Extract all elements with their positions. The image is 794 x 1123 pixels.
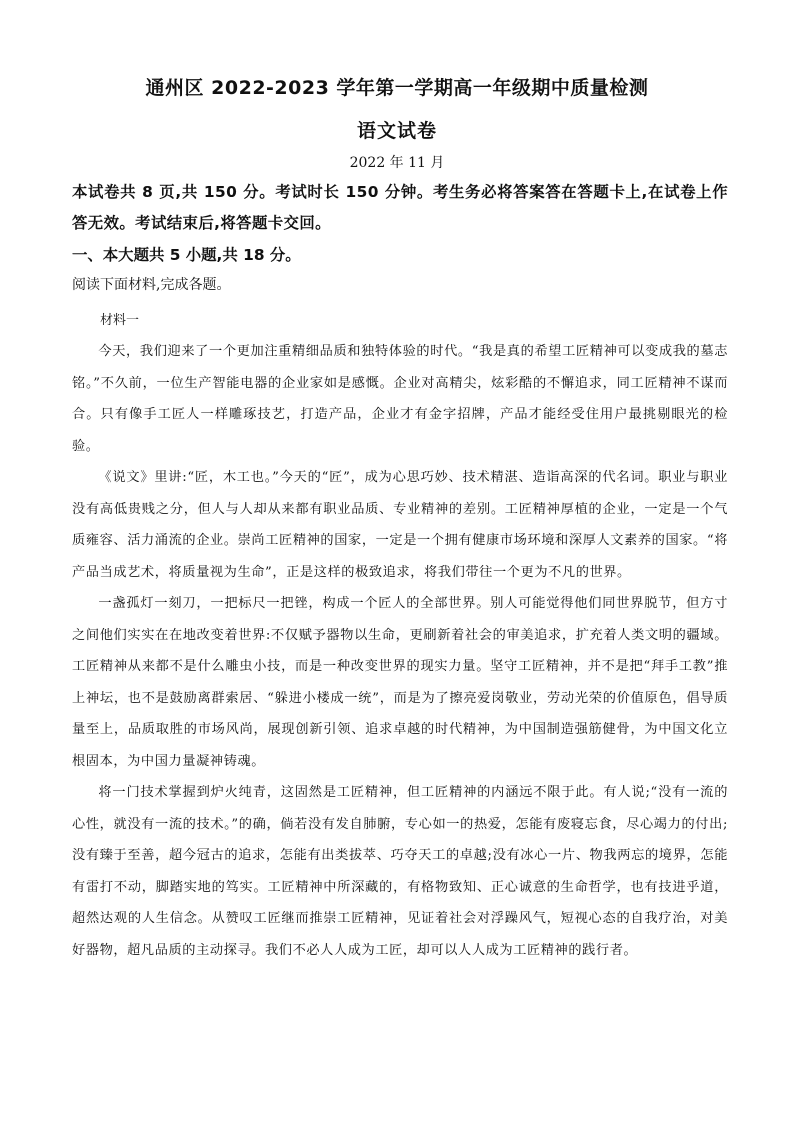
exam-title: 通州区 2022-2023 学年第一学期高一年级期中质量检测 xyxy=(145,77,649,99)
exam-subtitle: 语文试卷 xyxy=(356,120,437,142)
exam-instructions: 本试卷共 8 页,共 150 分。考试时长 150 分钟。考生务必将答案答在答题卡上,在试卷上作答无效。考试结束后,将答题卡交回。 xyxy=(72,183,728,232)
exam-date: 2022 年 11 月 xyxy=(349,155,445,171)
paragraph: 《说文》里讲:“匠，木工也。”今天的“匠”，成为心思巧妙、技术精湛、造诣高深的代名词。职业与职业没有高低贵贱之分，但人与人却从来都有职业品质、专业精神的差别。工匠精神厚植的企业，一定是一个气质雍容、活力涌流的企业。崇尚工匠精神的国家，一定是一个拥有健康市场环境和深厚人文素养的国家。“将产品当成艺术，将质量视为生命”，正是这样的极致追求，将我们带往一个更为不凡的世界。 xyxy=(72,470,728,580)
paragraph: 将一门技术掌握到炉火纯青，这固然是工匠精神，但工匠精神的内涵远不限于此。有人说;“没有一流的心性，就没有一流的技术。”的确，倘若没有发自肺腑，专心如一的热爱，怎能有废寝忘食，尽心竭力的付出;没有臻于至善，超今冠古的追求，怎能有出类拔萃、巧夺天工的卓越;没有冰心一片、物我两忘的境界，怎能有雷打不动，脚踏实地的笃实。工匠精神中所深藏的，有格物致知、正心诚意的生命哲学，也有技进乎道，超然达观的人生信念。从赞叹工匠继而推崇工匠精神，见证着社会对浮躁风气，短视心态的自我疗治，对美好器物，超凡品质的主动探寻。我们不必人人成为工匠，却可以人人成为工匠精神的践行者。 xyxy=(72,785,728,958)
material-label: 材料一 xyxy=(100,313,140,328)
paragraph: 一盏孤灯一刻刀，一把标尺一把锉，构成一个匠人的全部世界。别人可能觉得他们同世界脱节，但方寸之间他们实实在在地改变着世界:不仅赋予器物以生命，更刷新着社会的审美追求，扩充着人类文明的疆域。工匠精神从来都不是什么雕虫小技，而是一种改变世界的现实力量。坚守工匠精神，并不是把“拜手工教”推上神坛，也不是鼓励离群索居、“躲进小楼成一统”，而是为了擦亮爱岗敬业，劳动光荣的价值原色，倡导质量至上，品质取胜的市场风尚，展现创新引领、追求卓越的时代精神，为中国制造强筋健骨，为中国文化立根固本，为中国力量凝神铸魂。 xyxy=(72,596,728,769)
section-heading: 一、本大题共 5 小题,共 18 分。 xyxy=(72,246,301,264)
paragraph: 今天，我们迎来了一个更加注重精细品质和独特体验的时代。“我是真的希望工匠精神可以变成我的墓志铭。”不久前，一位生产智能电器的企业家如是感慨。企业对高精尖，炫彩酷的不懈追求，同工匠精神不谋而合。只有像手工匠人一样雕琢技艺，打造产品，企业才有金字招牌，产品才能经受住用户最挑剔眼光的检验。 xyxy=(72,344,728,454)
reading-instruction: 阅读下面材料,完成各题。 xyxy=(72,277,231,293)
material-body xyxy=(72,336,728,966)
